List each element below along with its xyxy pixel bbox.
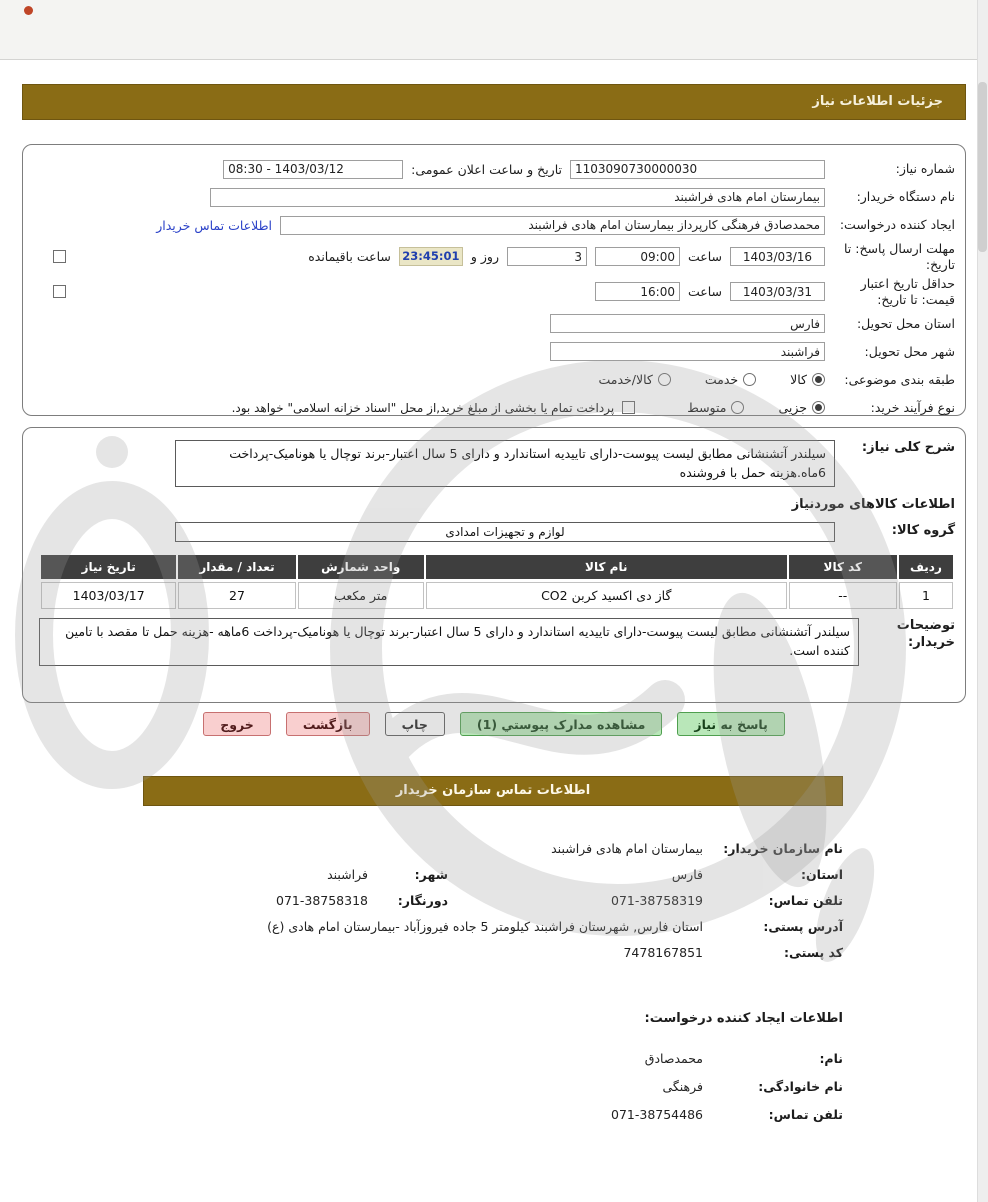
deadline-hour-label: ساعت [687, 249, 722, 265]
deadline-row [39, 241, 955, 272]
respond-button[interactable]: پاسخ به نیاز [677, 712, 784, 736]
process-option-minor-label: جزیی [778, 400, 807, 415]
creator-phone-row [143, 1106, 843, 1124]
city-row [39, 340, 955, 364]
province-input[interactable] [550, 314, 825, 333]
creator-phone-label: تلفن تماس: [768, 1107, 843, 1122]
countdown-timer: 23:45:01 [399, 247, 463, 266]
need-desc-label: شرح کلی نیاز: [861, 440, 955, 455]
goods-table [39, 552, 955, 612]
process-row [39, 396, 955, 420]
buyer-org-input[interactable] [210, 188, 825, 207]
title-bar [22, 84, 966, 120]
need-desc-row [39, 440, 955, 487]
col-header-date: تاریخ نیاز [41, 555, 176, 579]
goods-group-label: گروه کالا: [891, 523, 955, 539]
radio-icon[interactable] [743, 373, 756, 386]
category-label: طبقه بندی موضوعی: [844, 371, 955, 387]
org-fax-label: دورنگار: [397, 893, 448, 908]
org-city-label: شهر: [414, 867, 448, 882]
cell-name: گاز دی اکسید کربن CO2 [426, 582, 787, 609]
goods-group-row [39, 522, 955, 542]
org-province-label: استان: [800, 867, 843, 882]
need-number-row [39, 157, 955, 181]
org-contact-bar [143, 776, 843, 806]
validity-label: حداقل تاریخ اعتبار قیمت: تا تاریخ: [860, 276, 955, 307]
province-label: استان محل تحویل: [856, 315, 955, 331]
category-row [39, 368, 955, 392]
org-phone-value: 071-38758319 [611, 893, 703, 908]
radio-icon[interactable] [812, 373, 825, 386]
process-label: نوع فرآیند خرید: [870, 399, 955, 415]
treasury-label: پرداخت تمام یا بخشی از مبلغ خرید,از محل "اسناد خزانه اسلامی" خواهد بود. [231, 400, 615, 415]
deadline-row-checkbox[interactable] [53, 250, 66, 263]
cell-code: -- [789, 582, 897, 609]
buyer-contact-link[interactable]: اطلاعات تماس خریدار [156, 217, 272, 233]
province-row [39, 312, 955, 336]
cell-date: 1403/03/17 [41, 582, 176, 609]
need-desc-box: سیلندر آتشنشانی مطابق لیست پیوست-دارای تاییدیه استاندارد و دارای 5 سال اعتبار-برند توچال یا هونامیک-پرداخت 6ماه.هزینه حمل با فروشنده [175, 440, 835, 487]
goods-section-heading: اطلاعات کالاهای موردنیاز [791, 496, 955, 512]
org-fax-value: 071-38758318 [276, 893, 368, 908]
print-button[interactable]: چاپ [385, 712, 445, 736]
col-header-index: ردیف [899, 555, 953, 579]
remaining-days-input[interactable] [507, 247, 587, 266]
deadline-time-input[interactable] [595, 247, 680, 266]
days-suffix-label: روز و [470, 249, 499, 265]
org-city-value: فراشبند [327, 867, 368, 882]
scrollbar-track[interactable] [977, 0, 988, 1202]
countdown-suffix-label: ساعت باقیمانده [308, 249, 391, 265]
cell-unit: متر مکعب [298, 582, 424, 609]
back-button[interactable]: بازگشت [286, 712, 370, 736]
org-name-row [143, 840, 843, 858]
creator-first-name-label: نام: [819, 1051, 843, 1066]
org-address-value: استان فارس, شهرستان فراشبند کیلومتر 5 جاده فیروزآباد -بیمارستان امام هادی (ع) [267, 919, 703, 934]
org-contact-info [143, 840, 843, 970]
category-option-goods-service[interactable] [598, 372, 670, 387]
buyer-org-label: نام دستگاه خریدار: [856, 189, 955, 205]
org-postal-row [143, 944, 843, 962]
process-option-medium-label: متوسط [687, 400, 727, 415]
category-option-goods[interactable] [790, 372, 825, 387]
validity-hour-label: ساعت [687, 284, 722, 300]
view-attachments-button[interactable]: مشاهده مدارک پیوستي (1) [460, 712, 663, 736]
org-postal-label: کد پستی: [783, 945, 843, 960]
creator-label: ایجاد کننده درخواست: [839, 217, 955, 233]
category-option-service[interactable] [705, 372, 756, 387]
creator-input[interactable] [280, 216, 825, 235]
scrollbar-thumb[interactable] [978, 82, 987, 252]
category-option-goods-service-label: کالا/خدمت [598, 372, 653, 387]
org-phone-label: تلفن تماس: [768, 893, 843, 908]
org-address-label: آدرس پستی: [763, 919, 843, 934]
buyer-notes-label: توضیحات خریدار: [896, 617, 955, 650]
validity-time-input[interactable] [595, 282, 680, 301]
creator-last-name-row [143, 1078, 843, 1096]
validity-date-input[interactable] [730, 282, 825, 301]
page-title: جزئیات اطلاعات نیاز [812, 94, 943, 109]
creator-info-heading: اطلاعات ایجاد کننده درخواست: [644, 1011, 843, 1026]
creator-last-name-label: نام خانوادگی: [758, 1079, 843, 1094]
goods-table-header [41, 555, 953, 579]
need-goods-panel [22, 427, 966, 703]
buyer-org-row [39, 185, 955, 209]
buyer-notes-box: سیلندر آتشنشانی مطابق لیست پیوست-دارای تاییدیه استاندارد و دارای 5 سال اعتبار-برند توچال یا هونامیک-پرداخت 6ماهه -هزینه حمل تا مقصد با تامین کننده است. [39, 618, 859, 666]
goods-group-value-box: لوازم و تجهیزات امدادی [175, 522, 835, 542]
city-input[interactable] [550, 342, 825, 361]
exit-button[interactable]: خروج [203, 712, 271, 736]
org-province-city-row [143, 866, 843, 884]
announce-datetime-label: تاریخ و ساعت اعلان عمومی: [411, 161, 562, 177]
deadline-date-input[interactable] [730, 247, 825, 266]
creator-info-section [143, 1010, 843, 1134]
col-header-unit: واحد شمارش [298, 555, 424, 579]
radio-icon[interactable] [812, 401, 825, 414]
process-option-medium[interactable] [687, 400, 744, 415]
col-header-name: نام کالا [426, 555, 787, 579]
creator-first-name-row [143, 1050, 843, 1068]
org-postal-value: 7478167851 [623, 945, 703, 960]
org-name-value: بیمارستان امام هادی فراشبند [551, 841, 703, 856]
category-option-service-label: خدمت [704, 372, 739, 387]
radio-icon[interactable] [658, 373, 671, 386]
col-header-code: کد کالا [789, 555, 897, 579]
creator-first-name-value: محمدصادق [644, 1051, 703, 1066]
goods-table-row [41, 582, 953, 609]
treasury-checkbox[interactable] [622, 401, 635, 414]
col-header-qty: تعداد / مقدار [178, 555, 295, 579]
process-option-minor[interactable] [778, 400, 825, 415]
need-number-label: شماره نیاز: [895, 161, 955, 177]
top-strip [0, 0, 988, 60]
radio-icon[interactable] [731, 401, 744, 414]
cell-index: 1 [899, 582, 953, 609]
notification-dot-icon [24, 6, 33, 15]
org-name-label: نام سازمان خریدار: [723, 841, 843, 856]
deadline-label: مهلت ارسال پاسخ: تا تاریخ: [844, 241, 955, 272]
validity-row [39, 276, 955, 307]
cell-qty: 27 [178, 582, 295, 609]
category-option-goods-label: کالا [790, 372, 807, 387]
creator-row [39, 213, 955, 237]
action-buttons-row [22, 712, 966, 736]
validity-row-checkbox[interactable] [53, 285, 66, 298]
creator-last-name-value: فرهنگی [662, 1079, 703, 1094]
need-number-input[interactable] [570, 160, 825, 179]
buyer-notes-row [39, 618, 955, 666]
creator-phone-value: 071-38754486 [611, 1107, 703, 1122]
city-label: شهر محل تحویل: [864, 343, 955, 359]
org-province-value: فارس [671, 867, 703, 882]
announce-datetime-input[interactable] [223, 160, 403, 179]
request-info-panel [22, 144, 966, 416]
org-contact-bar-title: اطلاعات تماس سازمان خریدار [395, 783, 591, 798]
org-address-row [143, 918, 843, 936]
org-phone-fax-row [143, 892, 843, 910]
